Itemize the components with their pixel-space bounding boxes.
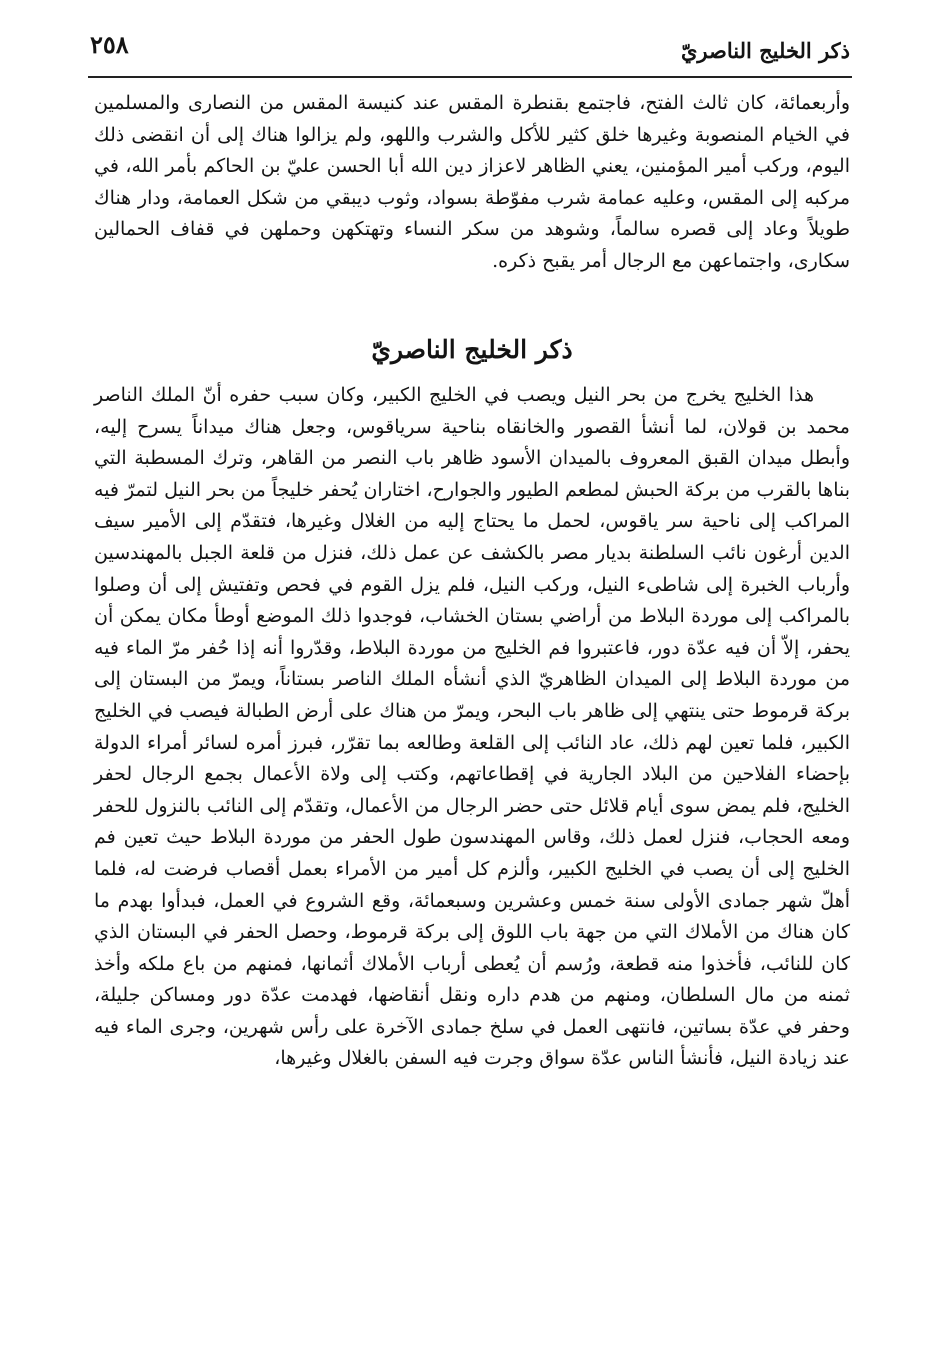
running-title: ذكر الخليج الناصريّ: [680, 38, 850, 63]
header-rule: [88, 76, 852, 78]
page-number: ٢٥٨: [90, 30, 129, 59]
page-header: [90, 22, 850, 70]
continued-paragraph: وأربعمائة، كان ثالث الفتح، فاجتمع بقنطرة المقس عند كنيسة المقس من النصارى والمسلمين في الخيام المنصوبة وغيرها خلق كثير للأكل والشرب واللهو، ولم يزالوا هناك إلى أن انقضى ذلك اليوم، وركب أمير المؤمنين، يعني الظاهر لاعزاز دين الله أبا الحسن عليّ بن الحاكم بأمر الله، في مركبه إلى المقس، وعليه عمامة شرب مفوّطة بسواد، وثوب ديبقي من شكل العمامة، ودار هناك طويلاً وعاد إلى قصره سالماً، وشوهد من سكر النساء وتهتكهن وحملهن في قفاف الحمالين سكارى، واجتماعهن مع الرجال أمر يقبح ذكره.: [94, 92, 850, 272]
section-heading: ذكر الخليج الناصريّ: [371, 335, 573, 364]
main-paragraph-block: [94, 380, 850, 1075]
main-paragraph: هذا الخليج يخرج من بحر النيل ويصب في الخليج الكبير، وكان سبب حفره أنّ الملك الناصر محمد بن قولان، لما أنشأ القصور والخانقاه بناحية سرياقوس، وجعل هناك ميداناً يسرح إليه، وأبطل ميدان القبق المعروف بالميدان الأسود ظاهر باب النصر من القاهر، وترك المسطبة التي بناها بالقرب من بركة الحبش لمطعم الطيور والجوارح، اختاران يُحفر خليجاً من بحر النيل لتمرّ فيه المراكب إلى ناحية سر ياقوس، لحمل ما يحتاج إليه من الغلال وغيرها، فتقدّم إلى الأمير سيف الدين أرغون نائب السلطنة بديار مصر بالكشف عن عمل ذلك، فنزل من قلعة الجبل بالمهندسين وأرباب الخبرة إلى شاطىء النيل، وركب النيل، فلم يزل القوم في فحص وتفتيش إلى أن وصلوا بالمراكب إلى موردة البلاط من أراضي بستان الخشاب، فوجدوا ذلك الموضع أوطأ مكان يمكن أن يحفر، إلاّ أن فيه عدّة دور، فاعتبروا فم الخليج من موردة البلاط، وقدّروا أنه إذا حُفر مرّ الماء فيه من موردة البلاط إلى الميدان الظاهريّ الذي أنشأه الملك الناصر بستاناً، ويمرّ من البستان إلى بركة قرموط حتى ينتهي إلى ظاهر باب البحر، ويمرّ من هناك على أرض الطبالة فيصب في الخليج الكبير، فلما تعين لهم ذلك، عاد النائب إلى القلعة وطالعه بما تقرّر، فبرز أمره لسائر أمراء الدولة بإحضاء الفلاحين من البلاد الجارية في إقطاعاتهم، وكتب إلى ولاة الأعمال بجمع الرجال لحفر الخليج، فلم يمض سوى أيام قلائل حتى حضر الرجال من الأعمال، وتقدّم إلى النائب بالنزول للحفر ومعه الحجاب، فنزل لعمل ذلك، وقاس المهندسون طول الحفر من موردة البلاط حيث تعين فم الخليج إلى أن يصب في الخليج الكبير، وألزم كل أمير من الأمراء بعمل أقصاب فرضت له، فلما أهلّ شهر جمادى الأولى سنة خمس وعشرين وسبعمائة، وقع الشروع في العمل، فبدأوا بهدم ما كان هناك من الأملاك التي من جهة باب اللوق إلى بركة قرموط، وحصل الحفر في البستان الذي كان للنائب، فأخذوا منه قطعة، ورُسم أن يُعطى أرباب الأملاك أثمانها، فمنهم من باع ملكه وأخذ ثمنه من مال السلطان، ومنهم من هدم داره ونقل أنقاضها، فهدمت عدّة دور ومساكن جليلة، وحفر في عدّة بساتين، فانتهى العمل في سلخ جمادى الآخرة على رأس شهرين، وجرى الماء فيه عند زيادة النيل، فأنشأ الناس عدّة سواق وجرت فيه السفن بالغلال وغيرها،: [94, 384, 850, 1070]
continued-paragraph-block: [94, 88, 850, 278]
